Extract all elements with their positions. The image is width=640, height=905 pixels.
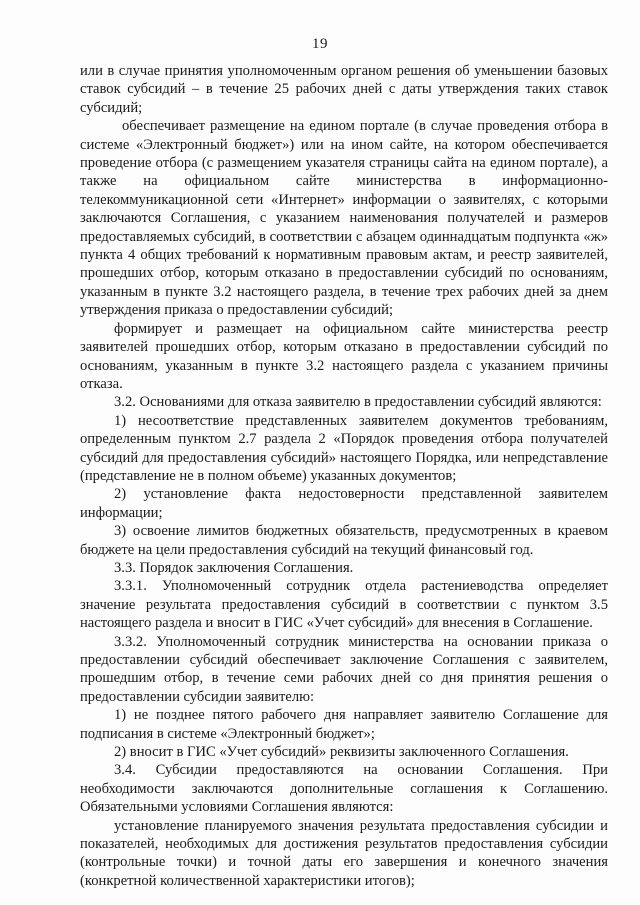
paragraph-refusal-ground-1: 1) несоответствие представленных заявителем документов требованиям, определенным пунктом 2.7 раздела 2 «Порядок проведения отбора получателей субсидий для предоставления субсидий» настоящего Порядка, или непредставление (представление не в полном объеме) указанных документов; — [80, 412, 608, 484]
paragraph-agreement-step-1: 1) не позднее пятого рабочего дня направляет заявителю Соглашение для подписания в системе «Электронный бюджет»; — [80, 707, 608, 742]
paragraph-section-3-2: 3.2. Основаниями для отказа заявителю в предоставлении субсидий являются: — [114, 394, 602, 411]
paragraph-section-3-3: 3.3. Порядок заключения Соглашения. — [114, 559, 354, 576]
paragraph-agreement-step-2: 2) вносит в ГИС «Учет субсидий» реквизиты заключенного Соглашения. — [114, 744, 569, 761]
paragraph-refusal-ground-2: 2) установление факта недостоверности представленной заявителем информации; — [80, 486, 608, 521]
paragraph-continuation: или в случае принятия уполномоченным органом решения об уменьшении базовых ставок субсидий – в течение 25 рабочих дней с даты утверждения таких ставок субсидий; — [80, 63, 608, 116]
paragraph-registry-duty: формирует и размещает на официальном сайте министерства реестр заявителей прошедших отбор, которым отказано в предоставлении субсидий по основаниям, указанным в пункте 3.2 настоящего раздела с указанием причины отказа. — [80, 320, 608, 392]
paragraph-mandatory-condition: установление планируемого значения результата предоставления субсидии и показателей, необходимых для достижения результатов предоставления субсидии (контрольные точки) и точной даты его завершения и конечного значения (конкретной количественной характеристики итогов); — [80, 817, 608, 889]
paragraph-section-3-3-1: 3.3.1. Уполномоченный сотрудник отдела растениеводства определяет значение результата предоставления субсидий в соответствии с пунктом 3.5 настоящего раздела и вносит в ГИС «Учет субсидий» для внесения в Соглашение. — [80, 578, 608, 632]
paragraph-refusal-ground-3: 3) освоение лимитов бюджетных обязательств, предусмотренных в краевом бюджете на цели предоставления субсидий на текущий финансовый год. — [80, 523, 608, 558]
paragraph-section-3-3-2: 3.3.2. Уполномоченный сотрудник министерства на основании приказа о предоставлении субсидий обеспечивает заключение Соглашения с заявителем, прошедшим отбор, в течение семи рабочих дней со дня принятия решения о предоставлении субсидии заявителю: — [80, 633, 608, 705]
paragraph-section-3-4: 3.4. Субсидии предоставляются на основании Соглашения. При необходимости заключаются дополнительные соглашения к Соглашению. Обязательными условиями Соглашения являются: — [80, 762, 608, 816]
paragraph-publication-duty: обеспечивает размещение на едином портале (в случае проведения отбора в системе «Электронный бюджет») или на ином сайте, на котором обеспечивается проведение отбора (с размещением указателя страницы сайта на едином портале), а также на официальном сайте министерства в информационно-телекоммуникационной сети «Интернет» информации о заявителях, с которыми заключаются Соглашения, с указанием наименования получателей и размеров предоставляемых субсидий, в соответствии с абзацем одиннадцатым подпункта «ж» пункта 4 общих требований к нормативным правовым актам, и реестр заявителей, прошедших отбор, которым отказано в предоставлении субсидий по основаниям, указанным в пункте 3.2 настоящего раздела, в течение трех рабочих дней за днем утверждения приказа о предоставлении субсидий; — [80, 118, 608, 319]
document-body — [80, 62, 608, 890]
page-number: 19 — [312, 36, 328, 52]
